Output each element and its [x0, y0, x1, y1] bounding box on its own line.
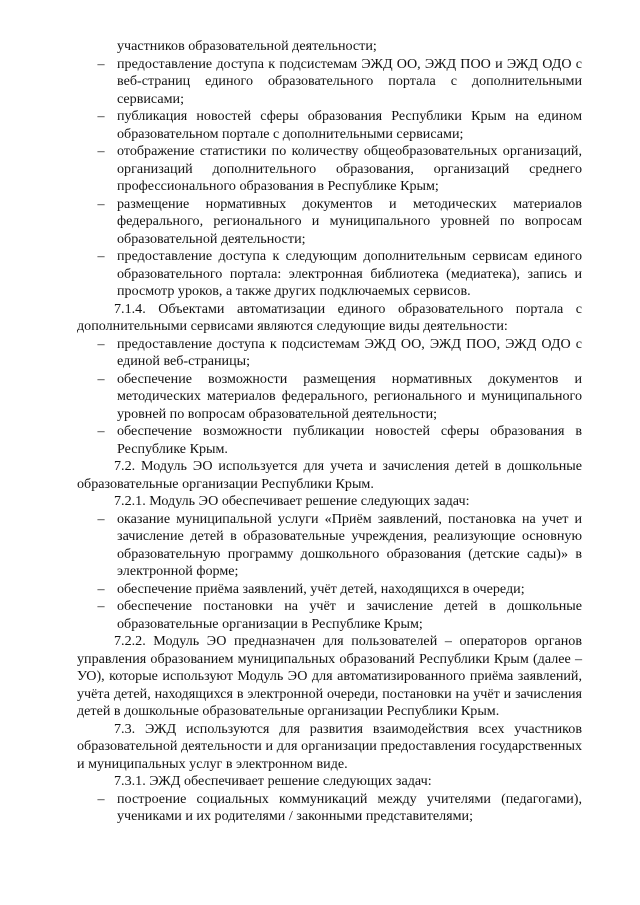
- list-item-text: предоставление доступа к следующим дополнительным сервисам единого образовательного портала: электронная библиотека (медиатека), запись и просмотр уроков, а также других подключаемых сервисов.: [117, 248, 582, 299]
- list-item-text: построение социальных коммуникаций между учителями (педагогами), учениками и их родителями / законными представителями;: [117, 790, 582, 824]
- list-item-text: публикация новостей сферы образования Республики Крым на едином образовательном портале с дополнительными сервисами;: [117, 108, 582, 142]
- bullet-dash: –: [97, 423, 105, 439]
- bullet-dash: –: [97, 370, 105, 387]
- list-item: [77, 56, 582, 109]
- paragraph-7-2-2: 7.2.2. Модуль ЭО предназначен для пользователей – операторов органов управления образованием муниципальных образований Республики Крым (далее – УО), которые используют Модуль ЭО для автоматизированного приёма заявлений, учёта детей, находящихся в электронной очереди, постановки на учёт и зачисления детей в дошкольные образовательные организации Республики Крым.: [77, 633, 582, 719]
- paragraph-7-3: 7.3. ЭЖД используются для развития взаимодействия всех участников образовательной деятельности и для организации предоставления государственных и муниципальных услуг в электронном виде.: [77, 720, 582, 772]
- list-item: [77, 143, 582, 196]
- list-item: [77, 196, 582, 249]
- list-item: [77, 336, 582, 371]
- list-item-text: предоставление доступа к подсистемам ЭЖД ОО, ЭЖД ПОО и ЭЖД ОДО с веб-страниц единого образовательного портала с дополнительными сервисами;: [117, 55, 582, 107]
- document-body: [77, 38, 582, 826]
- bullet-dash: –: [97, 248, 105, 264]
- bullet-dash: –: [97, 108, 105, 124]
- bullet-dash: –: [97, 55, 105, 72]
- paragraph-7-2-1: 7.2.1. Модуль ЭО обеспечивает решение следующих задач:: [114, 493, 470, 509]
- bullet-dash: –: [97, 143, 105, 159]
- paragraph-continuation: участников образовательной деятельности;: [117, 38, 377, 54]
- list-item-text: обеспечение приёма заявлений, учёт детей, находящихся в очереди;: [117, 580, 525, 597]
- list-item: [77, 511, 582, 581]
- list-item: [77, 108, 582, 143]
- list-item-text: отображение статистики по количеству общеобразовательных организаций, организаций дополнительного образования, организаций среднего профессионального образования в Республике Крым;: [117, 143, 582, 194]
- list-item: [77, 248, 582, 301]
- paragraph-7-1-4: 7.1.4. Объектами автоматизации единого образовательного портала с дополнительными сервисами являются следующие виды деятельности:: [77, 300, 582, 334]
- list-item-text: предоставление доступа к подсистемам ЭЖД ОО, ЭЖД ПОО, ЭЖД ОДО с единой веб-страницы;: [117, 335, 582, 369]
- paragraph-7-2: 7.2. Модуль ЭО используется для учета и зачисления детей в дошкольные образовательные организации Республики Крым.: [77, 458, 582, 492]
- bullet-dash: –: [97, 580, 105, 597]
- list-item: [77, 598, 582, 633]
- list-item: [77, 371, 582, 424]
- list-item-text: обеспечение возможности размещения нормативных документов и методических материалов федерального, регионального и муниципального уровней по вопросам образовательной деятельности;: [117, 370, 582, 422]
- bullet-dash: –: [97, 195, 105, 212]
- bullet-dash: –: [97, 790, 105, 807]
- list-item-text: оказание муниципальной услуги «Приём заявлений, постановка на учет и зачисление детей в образовательные учреждения, реализующие основную образовательную программу дошкольного образования (детские сады)» в электронной форме;: [117, 510, 582, 579]
- list-item: [77, 423, 582, 458]
- list-item: [77, 791, 582, 826]
- paragraph-7-3-1: 7.3.1. ЭЖД обеспечивает решение следующих задач:: [114, 773, 432, 789]
- bullet-dash: –: [97, 510, 105, 527]
- list-item: [77, 581, 582, 599]
- list-item-text: обеспечение постановки на учёт и зачисление детей в дошкольные образовательные организации в Республике Крым;: [117, 598, 582, 632]
- bullet-dash: –: [97, 598, 105, 614]
- list-item-text: обеспечение возможности публикации новостей сферы образования в Республике Крым.: [117, 423, 582, 457]
- list-item-text: размещение нормативных документов и методических материалов федерального, регионального и муниципального уровней по вопросам образовательной деятельности;: [117, 195, 582, 247]
- bullet-dash: –: [97, 335, 105, 352]
